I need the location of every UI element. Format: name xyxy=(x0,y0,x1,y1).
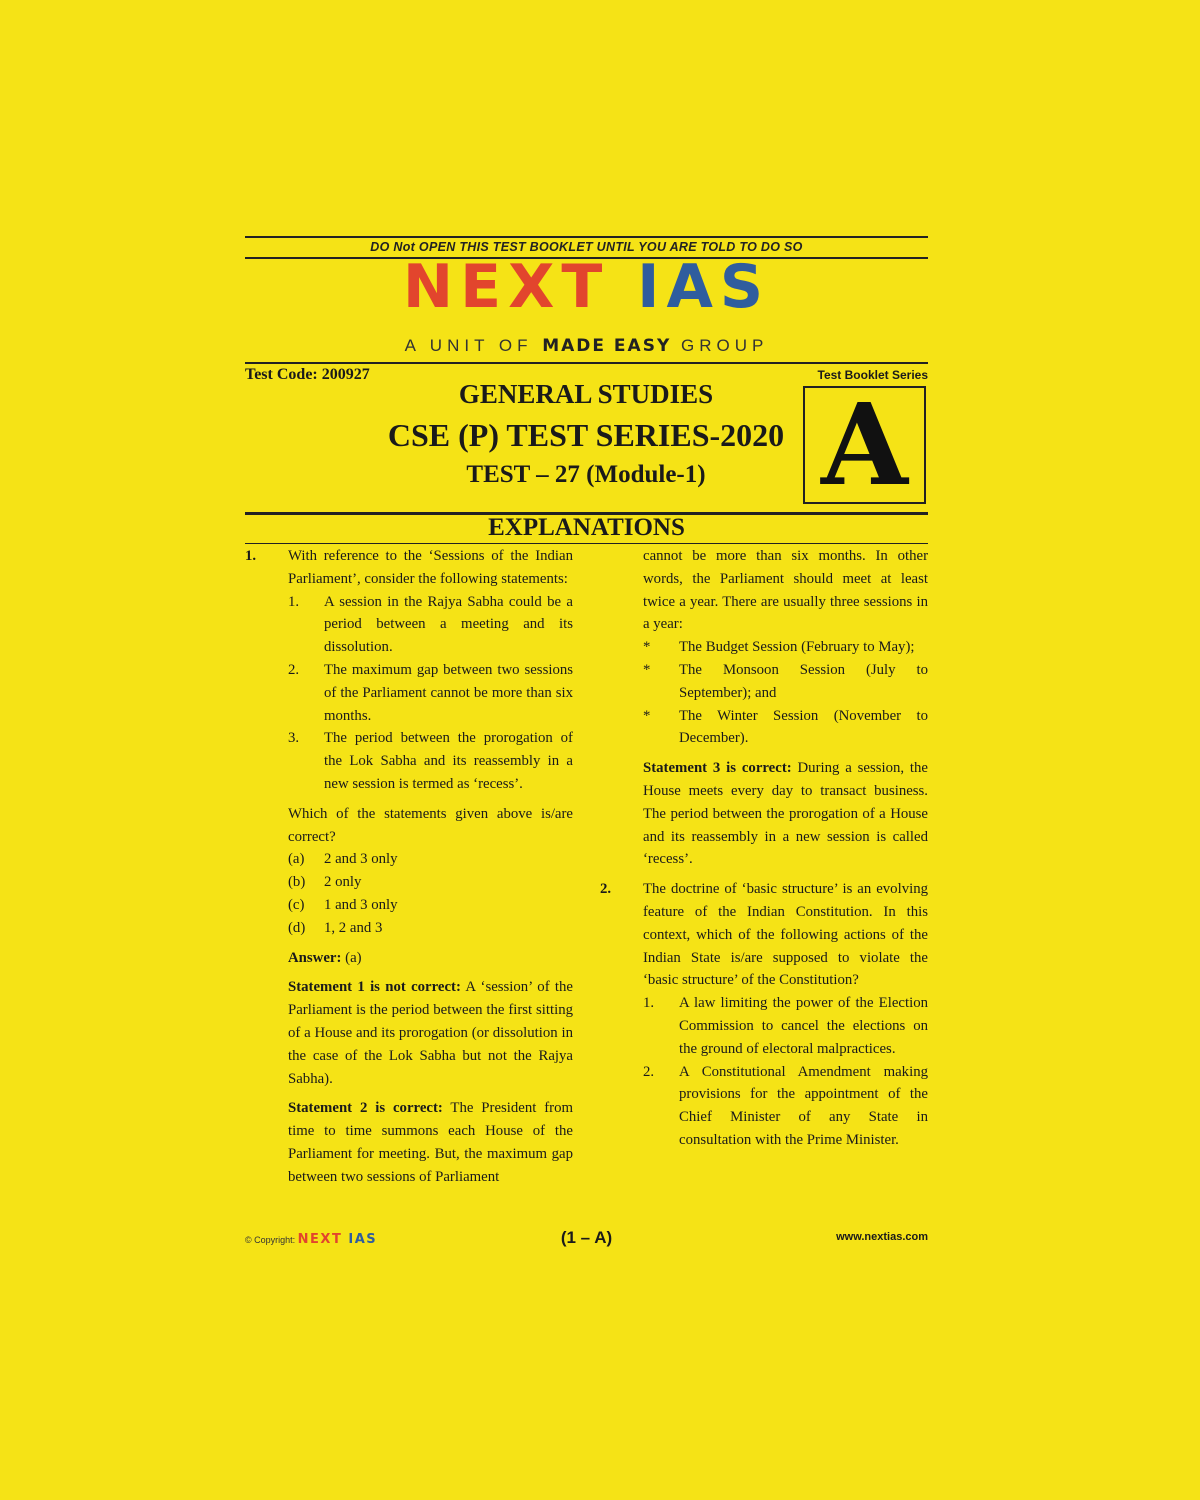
statement-text: The President from time to time summons each House of the Parliament for meeting. But, the maximum gap between two sessions of Parliament xyxy=(288,1100,573,1185)
question-number: 1. xyxy=(245,548,257,564)
title-rule xyxy=(245,362,928,364)
item-text: The Budget Session (February to May); xyxy=(679,639,915,656)
bullet-icon: * xyxy=(643,639,651,656)
warning-text: DO Not OPEN THIS TEST BOOKLET UNTIL YOU ARE TOLD TO DO SO xyxy=(370,240,803,254)
explanations-underline xyxy=(245,543,928,544)
statement-2-continued: cannot be more than six months. In other words, the Parliament should meet at least twice a year. There are usually three sessions in a year: xyxy=(643,548,928,633)
item-number: 2. xyxy=(643,1063,655,1080)
list-item xyxy=(643,992,928,1060)
option-d xyxy=(288,917,573,940)
series-label: Test Booklet Series xyxy=(817,368,928,382)
question-1 xyxy=(245,545,573,1189)
test-code: Test Code: 200927 xyxy=(245,366,370,383)
option-label: (b) xyxy=(288,874,306,891)
option-b xyxy=(288,871,573,894)
option-label: (d) xyxy=(288,919,306,936)
bullet-icon: * xyxy=(643,707,651,724)
section-heading: EXPLANATIONS xyxy=(488,514,685,541)
statement-2-explanation xyxy=(288,1097,573,1188)
tagline-suffix: GROUP xyxy=(671,336,769,355)
item-text: The Winter Session (November to December). xyxy=(679,707,928,747)
item-text: A law limiting the power of the Election Commission to cancel the elections on the ground of electoral malpractices. xyxy=(679,995,928,1057)
item-text: The maximum gap between two sessions of the Parliament cannot be more than six months. xyxy=(324,661,573,724)
page-footer xyxy=(245,1228,928,1248)
option-label: (a) xyxy=(288,851,305,868)
statement-text: During a session, the House meets every day to transact business. The period between the prorogation of a House and its reassembly in a new session is called ‘recess’. xyxy=(643,760,928,868)
bullet-icon: * xyxy=(643,661,651,678)
top-rule xyxy=(245,236,928,238)
logo-part-t: T xyxy=(561,252,610,322)
question-2 xyxy=(600,878,928,1152)
statement-3-explanation xyxy=(643,757,928,871)
item-number: 1. xyxy=(643,995,655,1012)
copyright-text: © Copyright: xyxy=(245,1235,296,1245)
page-number: (1 – A) xyxy=(560,1228,613,1247)
logo-part-ne: NE xyxy=(402,252,509,322)
title-test-number: TEST – 27 (Module-1) xyxy=(466,461,706,488)
item-number: 1. xyxy=(288,593,300,610)
list-item xyxy=(288,727,573,795)
question-text: The doctrine of ‘basic structure’ is an evolving feature of the Indian Constitution. In this context, which of the following actions of the Indian State is/are supposed to violate the ‘basic structure’ of the Constitution? xyxy=(643,881,928,989)
logo-tagline xyxy=(245,336,928,356)
statement-text: A ‘session’ of the Parliament is the period between the first sitting of a House and its prorogation (or dissolution in the case of the Lok Sabha but not the Rajya Sabha). xyxy=(288,979,573,1087)
series-letter-box: A xyxy=(803,386,926,504)
statement-lead: Statement 2 is correct: xyxy=(288,1100,443,1117)
answer-label: Answer: xyxy=(288,949,342,966)
option-a xyxy=(288,848,573,871)
statement-lead: Statement 1 is not correct: xyxy=(288,979,461,996)
option-text: 1, 2 and 3 xyxy=(324,919,383,936)
question-1-continued xyxy=(600,545,928,871)
item-text: A session in the Rajya Sabha could be a period between a meeting and its dissolution. xyxy=(324,593,573,656)
tagline-brand: MADE EASY xyxy=(542,336,672,356)
option-text: 2 and 3 only xyxy=(324,851,398,868)
answer-line xyxy=(288,947,573,970)
list-item xyxy=(643,636,928,659)
list-item xyxy=(288,659,573,727)
option-label: (c) xyxy=(288,896,305,913)
title-block xyxy=(345,376,827,492)
statement-1-explanation xyxy=(288,976,573,1090)
left-column xyxy=(245,545,573,1189)
title-general-studies: GENERAL STUDIES xyxy=(458,379,714,409)
title-test-series: CSE (P) TEST SERIES-2020 xyxy=(387,417,785,453)
option-text: 1 and 3 only xyxy=(324,896,398,913)
answer-value: (a) xyxy=(341,949,362,966)
question-number: 2. xyxy=(600,881,612,898)
list-item xyxy=(643,705,928,751)
logo-x-mark: X xyxy=(508,252,562,322)
question-prompt: Which of the statements given above is/are correct? xyxy=(288,805,573,845)
website-link[interactable]: www.nextias.com xyxy=(836,1231,928,1243)
item-number: 2. xyxy=(288,661,300,678)
list-item xyxy=(643,659,928,705)
item-text: The Monsoon Session (July to September); and xyxy=(679,661,928,701)
next-ias-logo xyxy=(245,252,928,322)
question-text: With reference to the ‘Sessions of the Indian Parliament’, consider the following statements: xyxy=(288,548,573,587)
logo-part-ias: IAS xyxy=(637,252,771,322)
right-column xyxy=(600,545,928,1152)
tagline-prefix: A UNIT OF xyxy=(404,336,543,355)
footer-logo-next: NEXT xyxy=(297,1232,343,1247)
option-c xyxy=(288,894,573,917)
list-item xyxy=(643,1061,928,1152)
option-text: 2 only xyxy=(324,874,362,891)
list-item xyxy=(288,591,573,659)
item-text: The period between the prorogation of the Lok Sabha and its reassembly in a new session is termed as ‘recess’. xyxy=(324,730,573,792)
statement-lead: Statement 3 is correct: xyxy=(643,760,792,777)
item-text: A Constitutional Amendment making provisions for the appointment of the Chief Minister of any State in consultation with the Prime Minister. xyxy=(679,1063,928,1148)
footer-logo-ias: IAS xyxy=(348,1232,378,1247)
item-number: 3. xyxy=(288,730,300,747)
